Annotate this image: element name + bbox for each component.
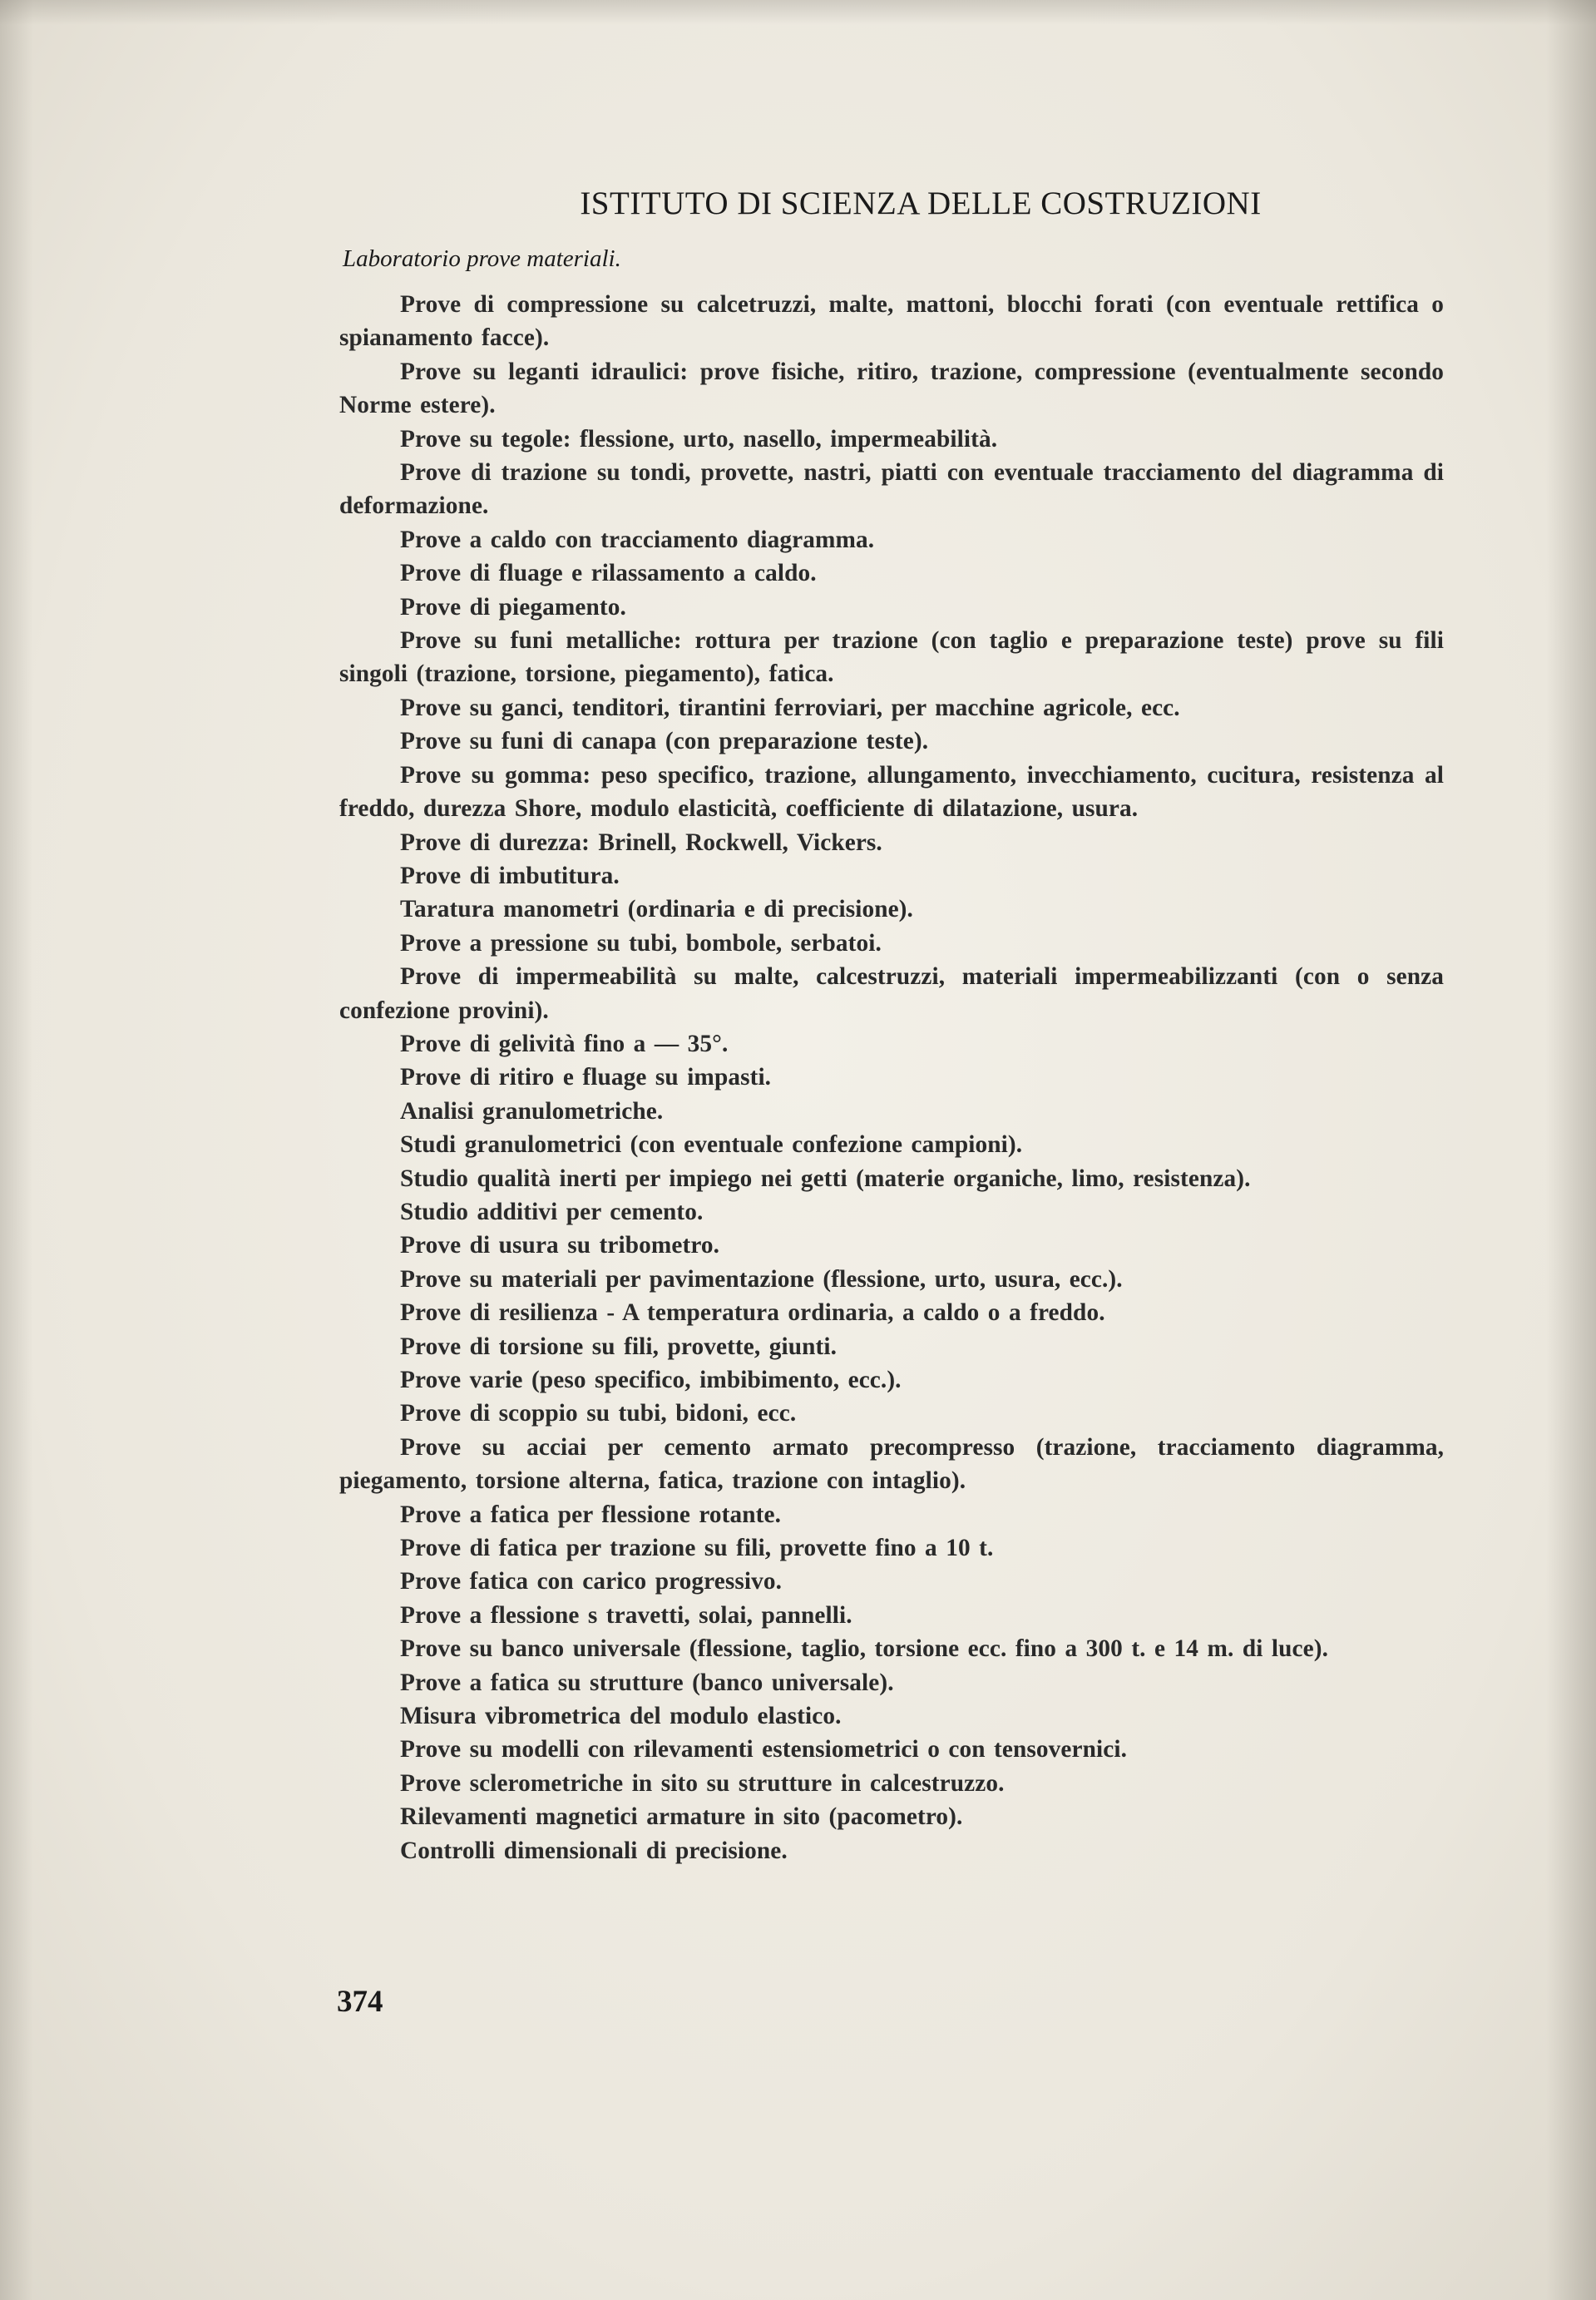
- list-item: Studio additivi per cemento.: [400, 1198, 704, 1225]
- test-list: [339, 288, 1444, 1867]
- page-edge-shadow-top: [0, 0, 1596, 25]
- list-item: Prove di imbutitura.: [400, 862, 620, 889]
- list-item: Prove di fatica per trazione su fili, provette fino a 10 t.: [400, 1535, 994, 1562]
- page-edge-shadow-left: [0, 0, 33, 2300]
- list-item: Prove su acciai per cemento armato precompresso (trazione, tracciamento diagramma, piegamento, torsione alterna, fatica, trazione con intaglio).: [339, 1433, 1444, 1495]
- list-item: Prove su tegole: flessione, urto, nasello, impermeabilità.: [400, 425, 998, 453]
- list-item: Prove su banco universale (flessione, taglio, torsione ecc. fino a 300 t. e 14 m. di luce).: [400, 1635, 1329, 1663]
- list-item: Prove su modelli con rilevamenti estensiometrici o con tensovernici.: [400, 1736, 1128, 1763]
- list-item: Controlli dimensionali di precisione.: [400, 1837, 788, 1864]
- list-item: Prove di fluage e rilassamento a caldo.: [400, 560, 817, 587]
- list-item: Prove di usura su tribometro.: [400, 1232, 720, 1259]
- page-number: 374: [337, 1985, 383, 2019]
- list-item: Prove di piegamento.: [400, 593, 626, 621]
- page-title: ISTITUTO DI SCIENZA DELLE COSTRUZIONI: [580, 185, 1262, 221]
- list-item: Analisi granulometriche.: [400, 1097, 664, 1125]
- list-item: Misura vibrometrica del modulo elastico.: [400, 1703, 842, 1730]
- section-subtitle: Laboratorio prove materiali.: [343, 245, 621, 272]
- list-item: Prove su ganci, tenditori, tirantini ferroviari, per macchine agricole, ecc.: [400, 694, 1180, 721]
- list-item: Studi granulometrici (con eventuale confezione campioni).: [400, 1131, 1023, 1159]
- list-item: Prove a pressione su tubi, bombole, serbatoi.: [400, 929, 882, 957]
- list-item: Studio qualità inerti per impiego nei getti (materie organiche, limo, resistenza).: [400, 1165, 1251, 1192]
- list-item: Prove su funi metalliche: rottura per trazione (con taglio e preparazione teste) prove su fili singoli (trazione, torsione, piegamento), fatica.: [339, 627, 1444, 688]
- list-item: Prove di torsione su fili, provette, giunti.: [400, 1333, 838, 1360]
- list-item: Prove di durezza: Brinell, Rockwell, Vickers.: [400, 828, 882, 856]
- list-item: Prove su funi di canapa (con preparazione teste).: [400, 728, 929, 755]
- list-item: Prove su materiali per pavimentazione (flessione, urto, usura, ecc.).: [400, 1265, 1123, 1293]
- list-item: Prove a fatica su strutture (banco universale).: [400, 1669, 894, 1696]
- list-item: Rilevamenti magnetici armature in sito (pacometro).: [400, 1803, 963, 1831]
- list-item: Prove di impermeabilità su malte, calcestruzzi, materiali impermeabilizzanti (con o senza confezione provini).: [339, 963, 1444, 1024]
- page-edge-shadow-right: [1546, 0, 1596, 2300]
- list-item: Prove di resilienza - A temperatura ordinaria, a caldo o a freddo.: [400, 1299, 1105, 1327]
- list-item: Prove su gomma: peso specifico, trazione, allungamento, invecchiamento, cucitura, resistenza al freddo, durezza Shore, modulo elasticità, coefficiente di dilatazione, usura.: [339, 761, 1444, 823]
- list-item: Prove sclerometriche in sito su strutture in calcestruzzo.: [400, 1769, 1005, 1797]
- list-item: Prove a fatica per flessione rotante.: [400, 1501, 782, 1528]
- list-item: Prove di trazione su tondi, provette, nastri, piatti con eventuale tracciamento del diagramma di deformazione.: [339, 459, 1444, 520]
- list-item: Prove di scoppio su tubi, bidoni, ecc.: [400, 1400, 797, 1427]
- list-item: Prove a flessione s travetti, solai, pannelli.: [400, 1601, 852, 1629]
- page-content: [339, 185, 1444, 1867]
- list-item: Prove varie (peso specifico, imbibimento, ecc.).: [400, 1367, 902, 1393]
- list-item: Prove di gelività fino a — 35°.: [400, 1030, 729, 1057]
- list-item: Prove fatica con carico progressivo.: [400, 1568, 783, 1595]
- list-item: Prove su leganti idraulici: prove fisiche, ritiro, trazione, compressione (eventualmente secondo Norme estere).: [339, 358, 1444, 419]
- list-item: Prove di ritiro e fluage su impasti.: [400, 1064, 772, 1091]
- list-item: Prove di compressione su calcetruzzi, malte, mattoni, blocchi forati (con eventuale rettifica o spianamento facce).: [339, 291, 1444, 352]
- list-item: Taratura manometri (ordinaria e di precisione).: [400, 896, 913, 923]
- list-item: Prove a caldo con tracciamento diagramma.: [400, 526, 875, 553]
